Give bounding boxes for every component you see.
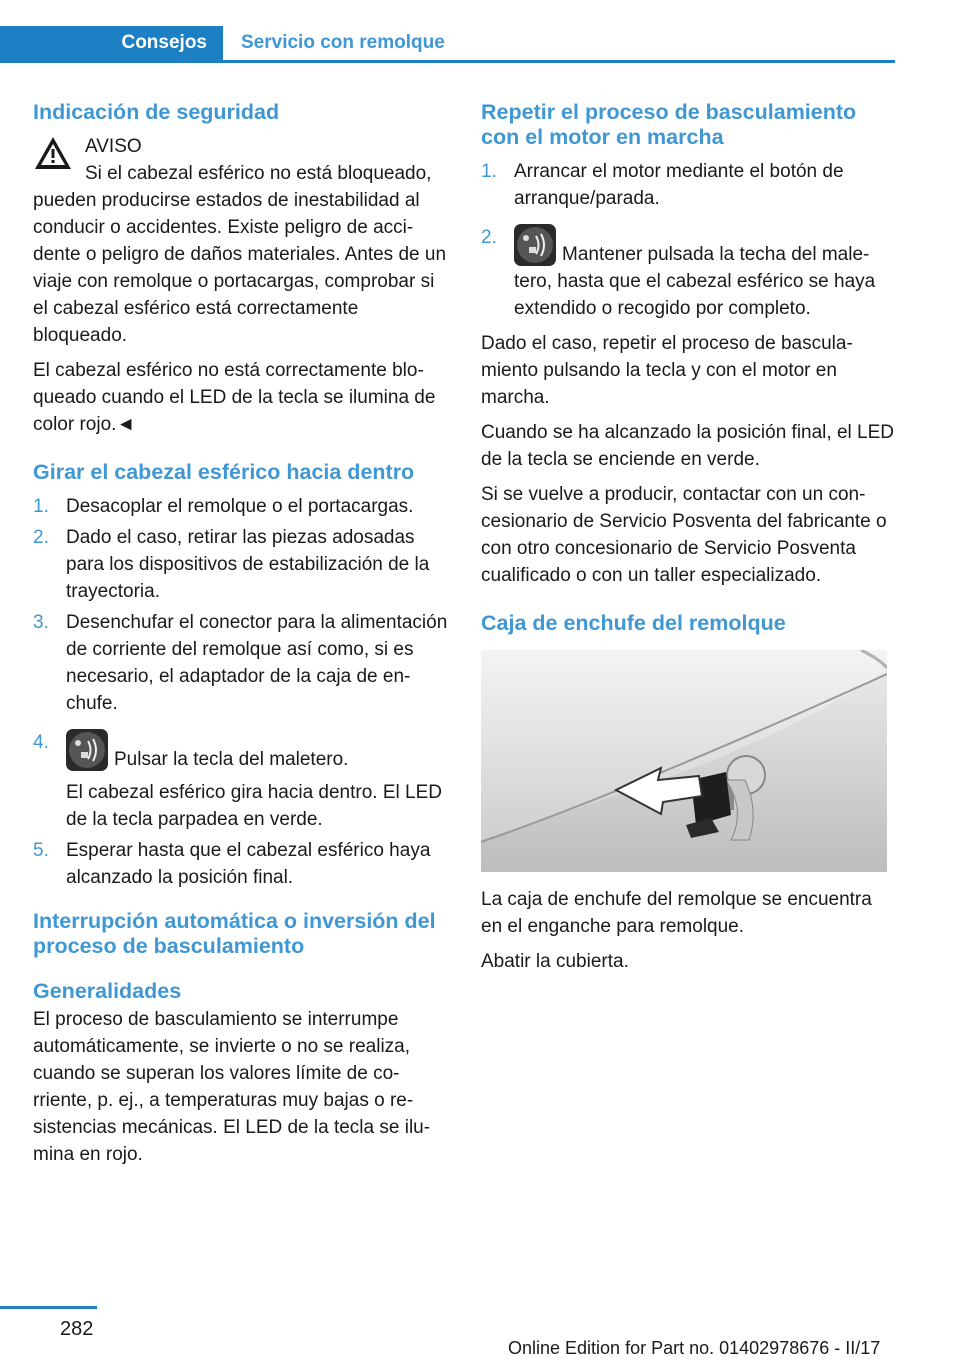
tab-label: Consejos [121,32,207,53]
step-subtext: El cabezal esférico gira hacia dentro. El LED de la tecla parpadea en verde. [66,782,442,830]
step-text: Esperar hasta que el cabezal esférico haya alcanzado la posición final. [66,840,431,888]
warning-label: AVISO [85,136,142,157]
step-text: Arrancar el motor mediante el botón de arranque/parada. [514,161,844,209]
step-text: Dado el caso, retirar las piezas adosadas para los dispositivos de estabilización de la trayectoria. [66,527,430,602]
edition-note: Online Edition for Part no. 01402978676 - II/17 [508,1338,881,1358]
header-tab-section[interactable]: Servicio con remolque [241,32,445,53]
repeat-steps-list [481,158,896,322]
step-text: Desenchufar el conector para la alimentación de corriente del remolque así como, si es necesario, el adaptador de la caja de enchufe. [66,612,448,714]
list-item [33,729,448,833]
step-text: Pulsar la tecla del maletero. [114,749,349,770]
general-heading: Generalidades [33,979,182,1003]
footer-rule [0,1306,97,1309]
repeat-paragraph-1: Dado el caso, repetir el proceso de basculamiento pulsando la tecla y con el motor en marcha. [481,333,853,408]
list-item [33,609,448,717]
right-column [481,100,896,983]
socket-paragraph-2: Abatir la cubierta. [481,951,629,972]
socket-heading: Caja de enchufe del remolque [481,611,786,635]
warning-triangle-icon [33,135,73,171]
repeat-paragraph-3: Si se vuelve a producir, contactar con un concesionario de Servicio Posventa del fabricante o con otro concesionario de Servicio Posventa cualificado o con un taller especializado. [481,484,887,586]
step-number: 1. [481,161,497,182]
list-item [33,493,448,520]
header-tab-consejos[interactable] [0,26,223,60]
header-rule [0,60,895,63]
tow-hitch-button-icon [66,729,108,771]
step-number: 3. [33,612,49,633]
step-number: 2. [33,527,49,548]
left-column [33,100,448,1176]
step-text: Mantener pulsada la techa del maletero, hasta que el cabezal esférico se haya extendido o recogido por completo. [514,244,876,319]
safety-heading: Indicación de seguridad [33,100,280,124]
step-number: 2. [481,227,497,248]
warning-text-2: El cabezal esférico no está correctamente bloqueado cuando el LED de la tecla se ilumina de color rojo.◄ [33,360,436,435]
step-number: 5. [33,840,49,861]
rotate-steps-list [33,493,448,891]
warning-block [33,133,448,349]
tow-hitch-button-icon [514,224,556,266]
repeat-paragraph-2: Cuando se ha alcanzado la posición final, el LED de la tecla se enciende en verde. [481,422,894,470]
trailer-socket-image [481,650,887,872]
list-item [33,524,448,605]
list-item [481,224,896,322]
list-item [481,158,896,212]
step-number: 1. [33,496,49,517]
warning-text: Si el cabezal esférico no está bloqueado, pueden producirse estados de inestabilidad al conducir o accidentes. Existe peligro de accidente o peligro de daños materiales. Antes de un viaje con remolque o portacargas, comprobar si el cabezal esférico está correctamente bloqueado. [33,163,447,346]
interrupt-heading: Interrupción automática o inversión del proceso de basculamiento [33,909,436,958]
rotate-heading: Girar el cabezal esférico hacia dentro [33,460,415,484]
step-number: 4. [33,732,49,753]
general-text: El proceso de basculamiento se interrumpe automáticamente, se invierte o no se realiza, cuando se superan los valores límite de corriente, p. ej., a temperaturas muy bajas o resistencias mecánicas. El LED de la tecla se ilumina en rojo. [33,1009,431,1165]
step-text: Desacoplar el remolque o el portacargas. [66,496,414,517]
list-item [33,837,448,891]
repeat-heading: Repetir el proceso de basculamiento con el motor en marcha [481,100,857,149]
page-number: 282 [60,1318,94,1340]
socket-paragraph-1: La caja de enchufe del remolque se encuentra en el enganche para remolque. [481,889,872,937]
